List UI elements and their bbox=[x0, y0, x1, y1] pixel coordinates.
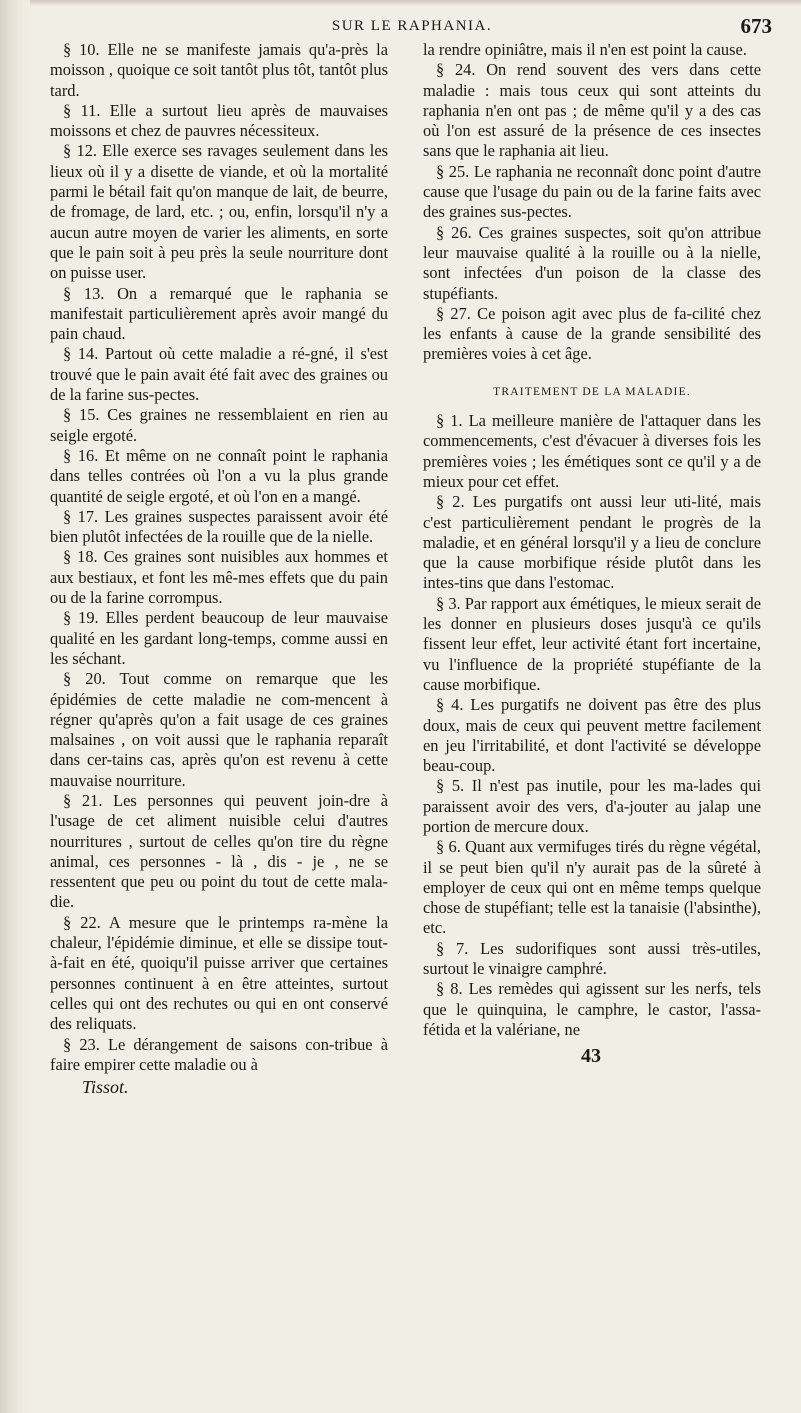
page-header bbox=[52, 12, 772, 40]
paragraph: § 16. Et même on ne connaît point le raphania dans telles contrées où l'on a vu la plus grande quantité de seigle ergoté, et où l'on en a mangé. bbox=[50, 445, 388, 506]
signature-mark: 43 bbox=[581, 1044, 601, 1067]
right-column bbox=[423, 40, 761, 1066]
page-number: 673 bbox=[740, 14, 772, 38]
paragraph: § 12. Elle exerce ses ravages seulement dans les lieux où il y a disette de viande, et où la mortalité parmi le bétail fait qu'on manque de lait, de beurre, de fromage, de lard, etc. ; ou, enfin, lorsqu'il n'y a aucun autre moyen de varier les aliments, en sorte que le pain soit à peu près la seule nourriture dont on puisse user. bbox=[50, 141, 388, 283]
paragraph: § 14. Partout où cette maladie a ré-gné, il s'est trouvé que le pain avait été fait avec des graines ou de la farine sus-pectes. bbox=[50, 344, 388, 405]
paragraph: § 22. A mesure que le printemps ra-mène la chaleur, l'épidémie diminue, et elle se dissipe tout-à-fait en été, quoiqu'il puisse arriver que certaines personnes continuent à en être atteintes, surtout celles qui ont des rechutes ou qui en ont conservé des reliquats. bbox=[50, 912, 388, 1034]
paragraph: § 6. Quant aux vermifuges tirés du règne végétal, il se peut bien qu'il n'y aurait pas de la sûreté à employer de ceux qui ont en même temps quelque chose de stupéfiant; telle est la tanaisie (l'absinthe), etc. bbox=[423, 837, 761, 938]
paragraph: § 21. Les personnes qui peuvent join-dre à l'usage de cet aliment nuisible celui d'autres nourritures , surtout de celles qu'on tire du règne animal, ces personnes - là , dis - je , ne se ressentent que peu ou point du tout de cette mala-die. bbox=[50, 790, 388, 912]
page-top-edge bbox=[0, 0, 801, 6]
paragraph: § 8. Les remèdes qui agissent sur les nerfs, tels que le quinquina, le camphre, le castor, l'assa-fétida et la valériane, ne bbox=[423, 979, 761, 1039]
section-heading: TRAITEMENT DE LA MALADIE. bbox=[493, 385, 691, 398]
binding-gutter bbox=[0, 0, 30, 1413]
paragraph: la rendre opiniâtre, mais il n'en est point la cause. bbox=[423, 40, 747, 59]
paragraph: § 24. On rend souvent des vers dans cette maladie : mais tous ceux qui sont atteints du raphania n'en ont pas ; de même qu'il y a des cas où l'on est assuré de la présence de ces insectes sans que le raphania ait lieu. bbox=[423, 60, 761, 161]
signature-mark-row bbox=[423, 1040, 761, 1066]
author-signature: Tissot. bbox=[82, 1077, 129, 1098]
paragraph: § 20. Tout comme on remarque que les épidémies de cette maladie ne com-mencent à régner qu'après qu'on a fait usage de ces graines malsaines , on voit aussi que le raphania reparaît dans cer-tains cas, après qu'on est revenu à cette mauvaise nourriture. bbox=[50, 669, 388, 790]
paragraph: § 25. Le raphania ne reconnaît donc point d'autre cause que l'usage du pain ou de la farine faits avec des graines sus-pectes. bbox=[423, 161, 761, 222]
paragraph: § 11. Elle a surtout lieu après de mauvaises moissons et chez de pauvres nécessiteux. bbox=[50, 100, 388, 141]
paragraph: § 7. Les sudorifiques sont aussi très-utiles, surtout le vinaigre camphré. bbox=[423, 938, 761, 979]
paragraph: § 4. Les purgatifs ne doivent pas être des plus doux, mais de ceux qui peuvent mettre facilement en jeu l'irritabilité, et dont l'activité se développe beau-coup. bbox=[423, 695, 761, 776]
paragraph: § 2. Les purgatifs ont aussi leur uti-lité, mais c'est particulièrement pendant le progrès de la maladie, et en général lorsqu'il y a lieu de conclure que la cause morbifique réside plutôt dans les intes-tins que dans l'estomac. bbox=[423, 492, 761, 593]
left-column bbox=[50, 40, 388, 1097]
paragraph: § 1. La meilleure manière de l'attaquer dans les commencements, c'est d'évacuer à diverses fois les premières voies ; les émétiques sont ce qu'il y a de mieux pour cet effet. bbox=[423, 411, 761, 491]
paragraph: § 10. Elle ne se manifeste jamais qu'a-près la moisson , quoique ce soit tantôt plus tôt, tantôt plus tard. bbox=[50, 40, 388, 100]
running-head: SUR LE RAPHANIA. bbox=[331, 18, 493, 34]
paragraph: § 27. Ce poison agit avec plus de fa-cilité chez les enfants à cause de la grande sensibilité des premières voies à cet âge. bbox=[423, 303, 761, 364]
paragraph: § 3. Par rapport aux émétiques, le mieux serait de les donner en plusieurs doses jusqu'à ce qu'ils fissent leur effet, leur activité étant fort incertaine, vu l'influence de la propriété stupéfiante de la cause morbifique. bbox=[423, 593, 761, 694]
paragraph: § 26. Ces graines suspectes, soit qu'on attribue leur mauvaise qualité à la rouille ou à la nielle, sont infectées d'un poison de la classe des stupéfiants. bbox=[423, 222, 761, 303]
paragraph: § 5. Il n'est pas inutile, pour les ma-lades qui paraissent avoir des vers, d'a-jouter au jalap une portion de mercure doux. bbox=[423, 776, 761, 836]
paragraph: § 13. On a remarqué que le raphania se manifestait particulièrement après avoir mangé du pain chaud. bbox=[50, 283, 388, 344]
paragraph: § 23. Le dérangement de saisons con-tribue à faire empirer cette maladie ou à bbox=[50, 1034, 388, 1074]
paragraph: § 15. Ces graines ne ressemblaient en rien au seigle ergoté. bbox=[50, 405, 388, 445]
paragraph: § 19. Elles perdent beaucoup de leur mauvaise qualité en les gardant long-temps, comme aussi en les séchant. bbox=[50, 608, 388, 668]
paragraph: § 18. Ces graines sont nuisibles aux hommes et aux bestiaux, et font les mê-mes effets que du pain ou de la farine corrompus. bbox=[50, 547, 388, 608]
paragraph: § 17. Les graines suspectes paraissent avoir été bien plutôt infectées de la rouille que de la nielle. bbox=[50, 506, 388, 547]
